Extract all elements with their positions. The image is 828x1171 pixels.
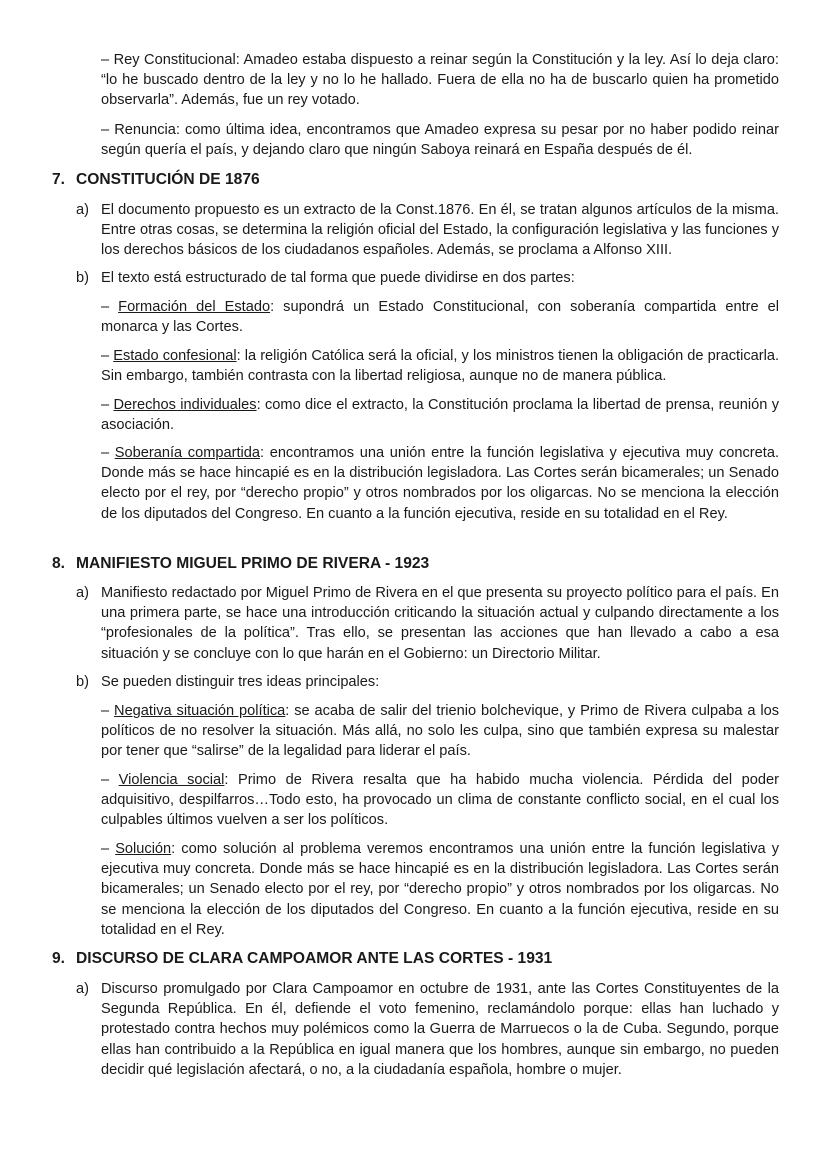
item-text: Manifiesto redactado por Miguel Primo de Rivera en el que presenta su proyecto político para el país. En una primera parte, se hace una introducción criticando la situación actual y culpando directamente a los “profesionales de la política”. Tras ello, se presentan las acciones que han llevado a cabo a esa situación y se concluye con lo que harán en el Gobierno: un Directorio Militar. <box>101 585 779 662</box>
section-title: DISCURSO DE CLARA CAMPOAMOR ANTE LAS CORTES - 1931 <box>76 950 553 967</box>
point-text: : como solución al problema veremos encontramos una unión entre la función legislativa y ejecutiva muy concreta. Donde más se hace hincapié es en la distribución legisladora. Las Cortes serán bicamerales; un Senado electo por el rey, por “derecho propio” y otros nombrados por los oligarcas. No se menciona la elección de los diputados del Congreso. En cuanto a la función ejecutiva, reside en su totalidad en el Rey. <box>101 841 779 938</box>
point-rey-constitucional: – Rey Constitucional: Amadeo estaba dispuesto a reinar según la Constitución y la ley. Así lo deja claro: “lo he buscado dentro de la ley y no lo he hallado. Fuera de ella no ha de buscarlo quien ha prometido observarla”. Además, fue un rey votado. <box>101 52 779 109</box>
section-title: MANIFIESTO MIGUEL PRIMO DE RIVERA - 1923 <box>76 555 430 572</box>
point-text: : Primo de Rivera resalta que ha habido mucha violencia. Pérdida del poder adquisitivo, despilfarros…Todo esto, ha provocado un clima de constante conflicto social, en el cual los culpables últimos vuelven a ser los políticos. <box>101 772 779 829</box>
item-text: Discurso promulgado por Clara Campoamor en octubre de 1931, ante las Cortes Constituyentes de la Segunda República. En él, defiende el voto femenino, reclamándolo porque: ellas han luchado y protestado contra hechos muy polémicos como la Guerra de Marruecos o la de Cuba. Segundo, porque ellas han contribuido a la República en igual manera que los hombres, aunque sin embargo, no pueden decidir qué legislación afectará, o no, a la ciudadanía española, hombre o mujer. <box>101 981 779 1078</box>
point: – Estado confesional: la religión Católica será la oficial, y los ministros tienen la obligación de practicarla. Sin embargo, también contrasta con la libertad religiosa, aunque no de manera pública. <box>101 348 780 385</box>
point-text: : como última idea, encontramos que Amadeo expresa su pesar por no haber podido reinar según quería el país, y dejando claro que ningún Saboya reinará en España después de él. <box>101 122 780 159</box>
point-text: : se acaba de salir del trienio bolchevique, y Primo de Rivera culpaba a los políticos de no resolver la situación. Más allá, no solo les culpa, sino que también expresa su malestar por tener que “salirse” de la legalidad para liderar el país. <box>101 703 780 760</box>
item-label: a) <box>76 981 89 997</box>
section-heading <box>52 170 260 190</box>
point-term: Derechos individuales <box>113 397 257 413</box>
section-number: 7. <box>52 171 66 188</box>
item-label: b) <box>76 674 89 690</box>
point: – Violencia social: Primo de Rivera resalta que ha habido mucha violencia. Pérdida del poder adquisitivo, despilfarros…Todo esto, ha provocado un clima de constante conflicto social, en el cual los culpables últimos vuelven a ser los políticos. <box>101 772 779 829</box>
point-text: : como dice el extracto, la Constitución proclama la libertad de prensa, reunión y asociación. <box>101 397 779 434</box>
point-term: Soberanía compartida <box>114 445 260 461</box>
point-renuncia: – Renuncia: como última idea, encontramos que Amadeo expresa su pesar por no haber podido reinar según quería el país, y dejando claro que ningún Saboya reinará en España después de él. <box>101 122 780 159</box>
point: – Solución: como solución al problema veremos encontramos una unión entre la función legislativa y ejecutiva muy concreta. Donde más se hace hincapié es en la distribución legisladora. Las Cortes serán bicamerales; un Senado electo por el rey, por “derecho propio” y otros nombrados por los oligarcas. No se menciona la elección de los diputados del Congreso. En cuanto a la función ejecutiva, reside en su totalidad en el Rey. <box>101 841 779 938</box>
point-term: Estado confesional <box>113 348 237 364</box>
list-item <box>76 979 779 1080</box>
point: – Negativa situación política: se acaba de salir del trienio bolchevique, y Primo de Rivera culpaba a los políticos de no resolver la situación. Más allá, no solo les culpa, sino que también expresa su malestar por tener que “salirse” de la legalidad para liderar el país. <box>101 703 780 760</box>
point-term: Rey Constitucional <box>113 52 236 68</box>
item-label: b) <box>76 270 89 286</box>
point-term: Violencia social <box>118 772 225 788</box>
item-label: a) <box>76 202 89 218</box>
section-heading <box>52 949 552 969</box>
section-number: 9. <box>52 950 66 967</box>
list-item <box>76 672 779 692</box>
point-term: Renuncia <box>114 122 176 138</box>
item-label: a) <box>76 585 89 601</box>
item-text: Se pueden distinguir tres ideas principales: <box>101 674 380 690</box>
item-text: El texto está estructurado de tal forma que puede dividirse en dos partes: <box>101 270 575 286</box>
point: – Soberanía compartida: encontramos una unión entre la función legislativa y ejecutiva muy concreta. Donde más se hace hincapié es en la distribución legisladora. Las Cortes serán bicamerales; un Senado electo por el rey, por “derecho propio” y otros nombrados por los oligarcas. No se menciona la elección de los diputados del Congreso. En cuanto a la función ejecutiva, reside en su totalidad en el Rey. <box>101 445 779 522</box>
point: – Formación del Estado: supondrá un Estado Constitucional, con soberanía compartida entre el monarca y las Cortes. <box>101 299 779 336</box>
point-text: : supondrá un Estado Constitucional, con soberanía compartida entre el monarca y las Cortes. <box>101 299 779 336</box>
point-text: : encontramos una unión entre la función legislativa y ejecutiva muy concreta. Donde más se hace hincapié es en la distribución legisladora. Las Cortes serán bicamerales; un Senado electo por el rey, por “derecho propio” y otros nombrados por los oligarcas. No se menciona la elección de los diputados del Congreso. En cuanto a la función ejecutiva, reside en su totalidad en el Rey. <box>101 445 779 522</box>
item-text: El documento propuesto es un extracto de la Const.1876. En él, se tratan algunos artículos de la misma. Entre otras cosas, se determina la religión oficial del Estado, la configuración legislativa y las funciones y los derechos básicos de los ciudadanos españoles. Además, se proclama a Alfonso XIII. <box>101 202 779 259</box>
section-heading <box>52 554 429 574</box>
point-text: : la religión Católica será la oficial, y los ministros tienen la obligación de practicarla. Sin embargo, también contrasta con la libertad religiosa, aunque no de manera pública. <box>101 348 780 385</box>
point-text: : Amadeo estaba dispuesto a reinar según la Constitución y la ley. Así lo deja claro: “lo he buscado dentro de la ley y no lo he hallado. Fuera de ella no ha de buscarlo quien ha prometido observarla”. Además, fue un rey votado. <box>101 52 779 109</box>
point-term: Solución <box>115 841 172 857</box>
list-item <box>76 200 779 261</box>
list-item <box>76 268 779 288</box>
section-title: CONSTITUCIÓN DE 1876 <box>76 171 260 188</box>
section-number: 8. <box>52 555 66 572</box>
point-term: Negativa situación política <box>114 703 286 719</box>
point-term: Formación del Estado <box>118 299 271 315</box>
point: – Derechos individuales: como dice el extracto, la Constitución proclama la libertad de prensa, reunión y asociación. <box>101 397 779 434</box>
list-item <box>76 583 779 664</box>
